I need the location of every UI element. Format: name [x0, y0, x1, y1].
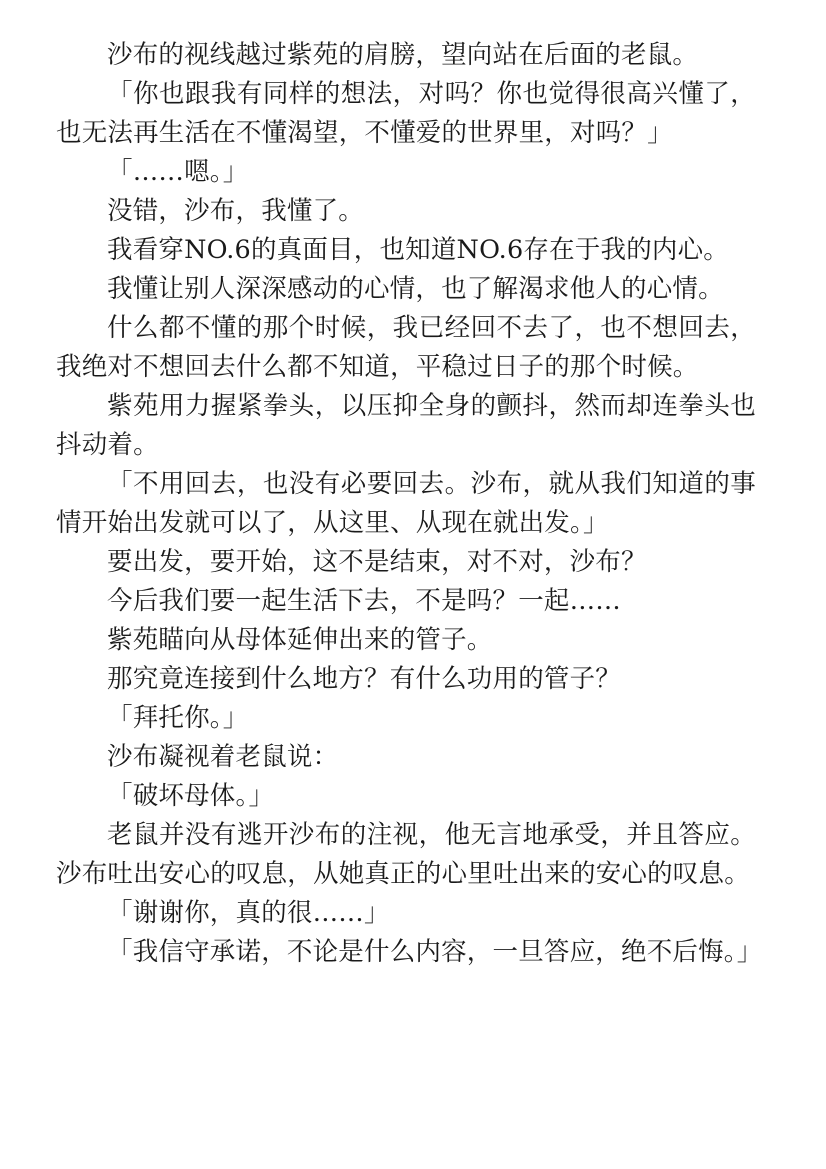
paragraph: 今后我们要一起生活下去，不是吗？一起……	[107, 586, 622, 616]
paragraph: 沙布的视线越过紫苑的肩膀，望向站在后面的老鼠。	[107, 40, 699, 70]
paragraph: 什么都不懂的那个时候，我已经回不去了，也不想回去，我绝对不想回去什么都不知道，平稳过日子的那个时候。	[56, 313, 756, 382]
paragraph: 我懂让别人深深感动的心情，也了解渴求他人的心情。	[107, 274, 724, 304]
paragraph: 「拜托你。」	[107, 703, 249, 733]
paragraph: 沙布凝视着老鼠说：	[107, 742, 339, 772]
paragraph: 「谢谢你，真的很……」	[107, 898, 390, 928]
paragraph: 「……嗯。」	[107, 157, 249, 187]
paragraph: 那究竟连接到什么地方？有什么功用的管子？	[107, 664, 622, 694]
document-page	[56, 36, 763, 972]
paragraph: 「不用回去，也没有必要回去。沙布，就从我们知道的事情开始出发就可以了，从这里、从现在就出发。」	[56, 469, 756, 538]
paragraph: 「我信守承诺，不论是什么内容，一旦答应，绝不后悔。」	[107, 937, 763, 967]
paragraph: 老鼠并没有逃开沙布的注视，他无言地承受，并且答应。沙布吐出安心的叹息，从她真正的心里吐出来的安心的叹息。	[56, 820, 756, 889]
paragraph: 没错，沙布，我懂了。	[107, 196, 365, 226]
paragraph: 我看穿NO.6的真面目，也知道NO.6存在于我的内心。	[107, 235, 730, 265]
paragraph: 紫苑瞄向从母体延伸出来的管子。	[107, 625, 493, 655]
paragraph: 「破坏母体。」	[107, 781, 275, 811]
paragraph: 「你也跟我有同样的想法，对吗？你也觉得很高兴懂了，也无法再生活在不懂渴望，不懂爱的世界里，对吗？」	[56, 79, 756, 148]
paragraph: 紫苑用力握紧拳头，以压抑全身的颤抖，然而却连拳头也抖动着。	[56, 391, 756, 460]
paragraph: 要出发，要开始，这不是结束，对不对，沙布？	[107, 547, 647, 577]
